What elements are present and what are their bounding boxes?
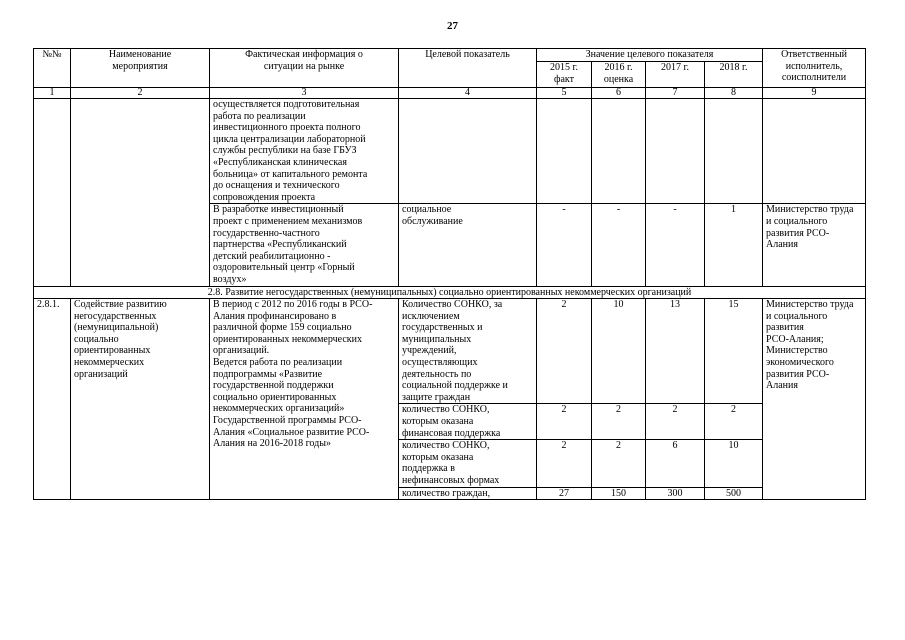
header-indicator-values: Значение целевого показателя <box>537 49 763 62</box>
value-2018: 10 <box>705 440 763 487</box>
table-row <box>34 299 866 404</box>
empty-cell <box>646 99 705 204</box>
value-2018: 1 <box>705 204 763 286</box>
value-2017: 6 <box>646 440 705 487</box>
section-title: 2.8. Развитие негосударственных (немуниципальных) социально ориентированных некоммерческих организаций <box>34 286 866 299</box>
market-situation-cell: осуществляется подготовительная работа по реализации инвестиционного проекта полного цикла централизации лабораторной службы республики на базе ГБУЗ «Республиканская клиническая больница» от капитального ремонта до оснащения и технического сопровождения проекта <box>210 99 399 204</box>
value-2017: - <box>646 204 705 286</box>
column-numbers-row <box>34 88 866 99</box>
value-2018: 2 <box>705 404 763 440</box>
col-number: 3 <box>210 88 399 99</box>
header-target-indicator: Целевой показатель <box>399 49 537 88</box>
page-number: 27 <box>447 20 458 32</box>
section-row <box>34 286 866 299</box>
table-row <box>34 99 866 204</box>
header-activity-name: Наименование мероприятия <box>71 49 210 88</box>
empty-cell <box>592 99 646 204</box>
header-row <box>34 49 866 62</box>
target-indicator-cell: количество СОНКО, которым оказана финансовая поддержка <box>399 404 537 440</box>
value-2016: - <box>592 204 646 286</box>
value-2018: 500 <box>705 487 763 500</box>
empty-cell <box>399 99 537 204</box>
item-number: 2.8.1. <box>34 299 71 500</box>
responsible-cell: Министерство труда и социального развития РСО-Алания; Министерство экономического развития РСО- Алания <box>763 299 866 500</box>
value-2015: - <box>537 204 592 286</box>
value-2017: 2 <box>646 404 705 440</box>
responsible-cell: Министерство труда и социального развития РСО- Алания <box>763 204 866 286</box>
header-year-2016: 2016 г. оценка <box>592 62 646 88</box>
empty-cell <box>537 99 592 204</box>
value-2015: 2 <box>537 440 592 487</box>
value-2017: 13 <box>646 299 705 404</box>
header-year-2018: 2018 г. <box>705 62 763 88</box>
empty-cell <box>705 99 763 204</box>
market-situation-cell: В разработке инвестиционный проект с применением механизмов государственно-частного партнерства «Республиканский детский реабилитационно - оздоровительный центр «Горный воздух» <box>210 204 399 286</box>
col-number: 7 <box>646 88 705 99</box>
activity-name-cell: Содействие развитию негосударственных (немуниципальной) социально ориентированных некоммерческих организаций <box>71 299 210 500</box>
target-indicators-table <box>33 48 866 500</box>
col-number: 8 <box>705 88 763 99</box>
header-responsible: Ответственный исполнитель, соисполнители <box>763 49 866 88</box>
empty-cell <box>34 99 71 287</box>
value-2018: 15 <box>705 299 763 404</box>
header-year-2017: 2017 г. <box>646 62 705 88</box>
header-number: №№ <box>34 49 71 88</box>
target-indicator-cell: Количество СОНКО, за исключением государственных и муниципальных учреждений, осуществляющих деятельность по социальной поддержке и защите граждан <box>399 299 537 404</box>
col-number: 2 <box>71 88 210 99</box>
header-market-situation: Фактическая информация о ситуации на рынке <box>210 49 399 88</box>
col-number: 1 <box>34 88 71 99</box>
header-year-2015: 2015 г. факт <box>537 62 592 88</box>
col-number: 4 <box>399 88 537 99</box>
empty-cell <box>71 99 210 287</box>
value-2016: 2 <box>592 404 646 440</box>
value-2015: 2 <box>537 404 592 440</box>
value-2015: 2 <box>537 299 592 404</box>
col-number: 9 <box>763 88 866 99</box>
target-indicator-cell: социальное обслуживание <box>399 204 537 286</box>
value-2015: 27 <box>537 487 592 500</box>
target-indicator-cell: количество граждан, <box>399 487 537 500</box>
market-situation-cell: В период с 2012 по 2016 годы в РСО- Алания профинансировано в различной форме 159 социально ориентированных некоммерческих организаций. Ведется работа по реализации подпрограммы «Развитие государственной поддержки социально ориентированных некоммерческих организаций» Государственной программы РСО- Алания «Социальное развитие РСО- Алания на 2016-2018 годы» <box>210 299 399 500</box>
target-indicator-cell: количество СОНКО, которым оказана поддержка в нефинансовых формах <box>399 440 537 487</box>
value-2017: 300 <box>646 487 705 500</box>
col-number: 6 <box>592 88 646 99</box>
value-2016: 150 <box>592 487 646 500</box>
value-2016: 2 <box>592 440 646 487</box>
value-2016: 10 <box>592 299 646 404</box>
empty-cell <box>763 99 866 204</box>
col-number: 5 <box>537 88 592 99</box>
